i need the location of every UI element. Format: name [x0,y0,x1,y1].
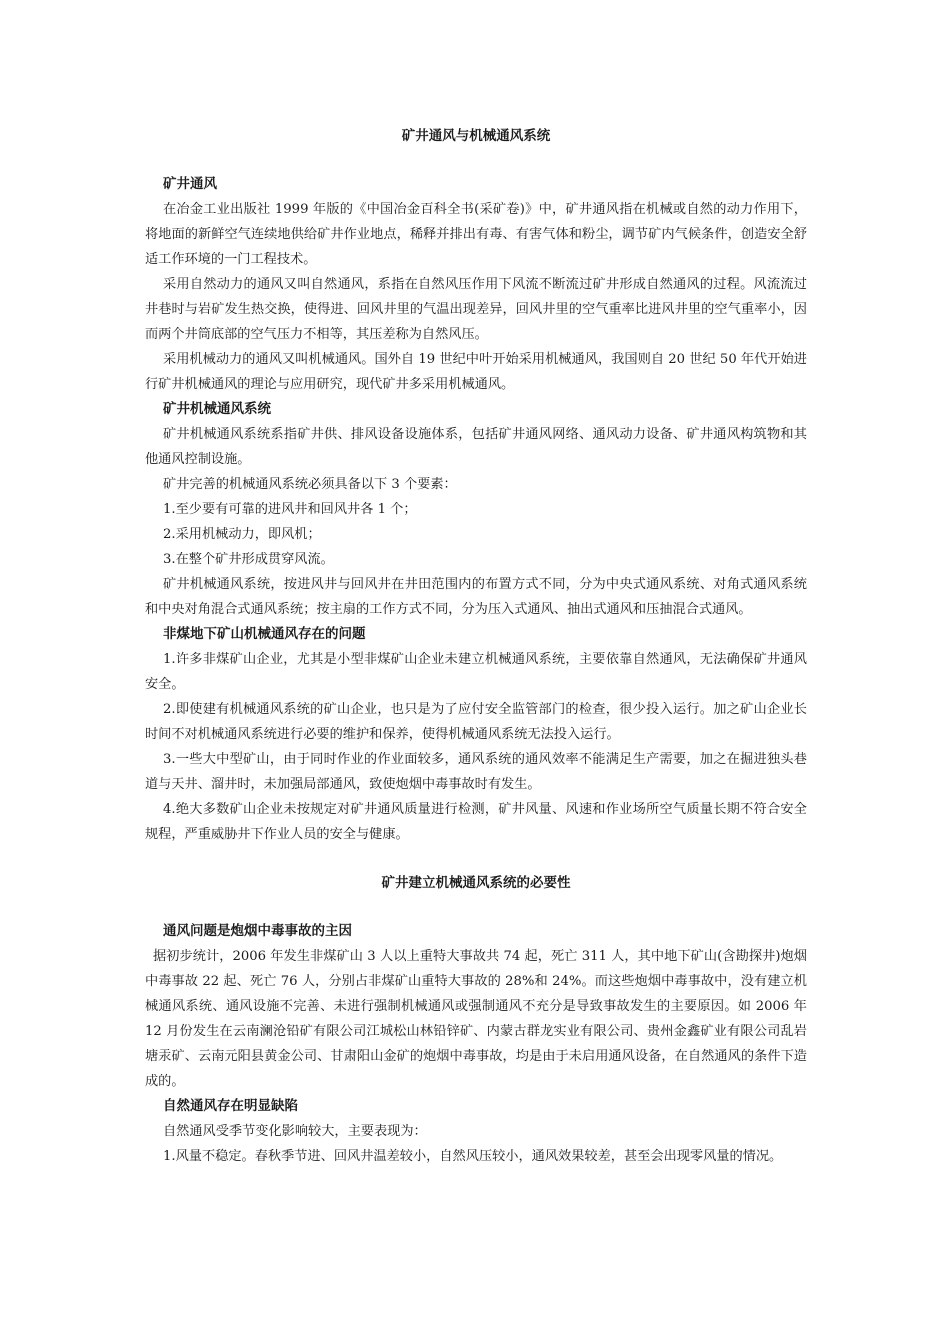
document-title: 矿井通风与机械通风系统 [401,128,551,144]
paragraph: 自然通风受季节变化影响较大，主要表现为： [163,1124,427,1139]
paragraph: 矿井机械通风系统系指矿井供、排风设备设施体系，包括矿井通风网络、通风动力设备、矿井通风构筑物和其他通风控制设施。 [145,427,807,467]
section-heading-natural-ventilation-defects: 自然通风存在明显缺陷 [163,1098,298,1114]
list-item: 3.在整个矿井形成贯穿风流。 [163,552,334,567]
section-heading-mechanical-ventilation-system: 矿井机械通风系统 [163,401,271,417]
paragraph: 在冶金工业出版社 1999 年版的《中国冶金百科全书(采矿卷)》中，矿井通风指在机械或自然的动力作用下，将地面的新鲜空气连续地供给矿井作业地点，稀释并排出有毒、有害气体和粉尘，调节矿内气候条件，创造安全舒适工作环境的一门工程技术。 [145,202,807,267]
list-item: 1.风量不稳定。春秋季节进、回风井温差较小，自然风压较小，通风效果较差，甚至会出现零风量的情况。 [163,1149,783,1164]
section-heading-main-cause: 通风问题是炮烟中毒事故的主因 [163,923,352,939]
section-title-necessity: 矿井建立机械通风系统的必要性 [381,875,571,891]
document-body [145,124,807,1169]
list-item: 1.许多非煤矿山企业，尤其是小型非煤矿山企业未建立机械通风系统，主要依靠自然通风，无法确保矿井通风安全。 [145,652,807,692]
section-heading-problems: 非煤地下矿山机械通风存在的问题 [163,626,366,642]
list-item: 1.至少要有可靠的进风井和回风井各 1 个； [163,502,417,517]
paragraph: 矿井机械通风系统，按进风井与回风井在井田范围内的布置方式不同，分为中央式通风系统、对角式通风系统和中央对角混合式通风系统；按主扇的工作方式不同，分为压入式通风、抽出式通风和压抽混合式通风。 [145,577,807,617]
paragraph: 采用机械动力的通风又叫机械通风。国外自 19 世纪中叶开始采用机械通风，我国则自 20 世纪 50 年代开始进行矿井机械通风的理论与应用研究，现代矿井多采用机械通风。 [145,352,807,392]
paragraph: 采用自然动力的通风又叫自然通风，系指在自然风压作用下风流不断流过矿井形成自然通风的过程。风流流过井巷时与岩矿发生热交换，使得进、回风井里的气温出现差异，回风井里的空气重率比进风井里的空气重率小，因而两个井筒底部的空气压力不相等，其压差称为自然风压。 [145,277,807,342]
paragraph: 据初步统计，2006 年发生非煤矿山 3 人以上重特大事故共 74 起，死亡 311 人，其中地下矿山(含勘探井)炮烟中毒事故 22 起、死亡 76 人，分别占非煤矿山重特大事故的 28%和 24%。而这些炮烟中毒事故中，没有建立机械通风系统、通风设施不完善、未进行强制机械通风或强制通风不充分是导致事故发生的主要原因。如 2006 年 12 月份发生在云南澜沧铅矿有限公司江城松山林铅锌矿、内蒙古群龙实业有限公司、贵州金鑫矿业有限公司乱岩塘汞矿、云南元阳县黄金公司、甘肃阳山金矿的炮烟中毒事故，均是由于未启用通风设备，在自然通风的条件下造成的。 [145,949,807,1089]
list-item: 2.采用机械动力，即风机； [163,527,321,542]
section-heading-mine-ventilation: 矿井通风 [163,176,217,192]
list-item: 4.绝大多数矿山企业未按规定对矿井通风质量进行检测，矿井风量、风速和作业场所空气质量长期不符合安全规程，严重威胁井下作业人员的安全与健康。 [145,802,807,842]
paragraph: 矿井完善的机械通风系统必须具备以下 3 个要素： [163,477,457,492]
list-item: 3.一些大中型矿山，由于同时作业的作业面较多，通风系统的通风效率不能满足生产需要，加之在掘进独头巷道与天井、溜井时，未加强局部通风，致使炮烟中毒事故时有发生。 [145,752,807,792]
list-item: 2.即使建有机械通风系统的矿山企业，也只是为了应付安全监管部门的检查，很少投入运行。加之矿山企业长时间不对机械通风系统进行必要的维护和保养，使得机械通风系统无法投入运行。 [145,702,807,742]
